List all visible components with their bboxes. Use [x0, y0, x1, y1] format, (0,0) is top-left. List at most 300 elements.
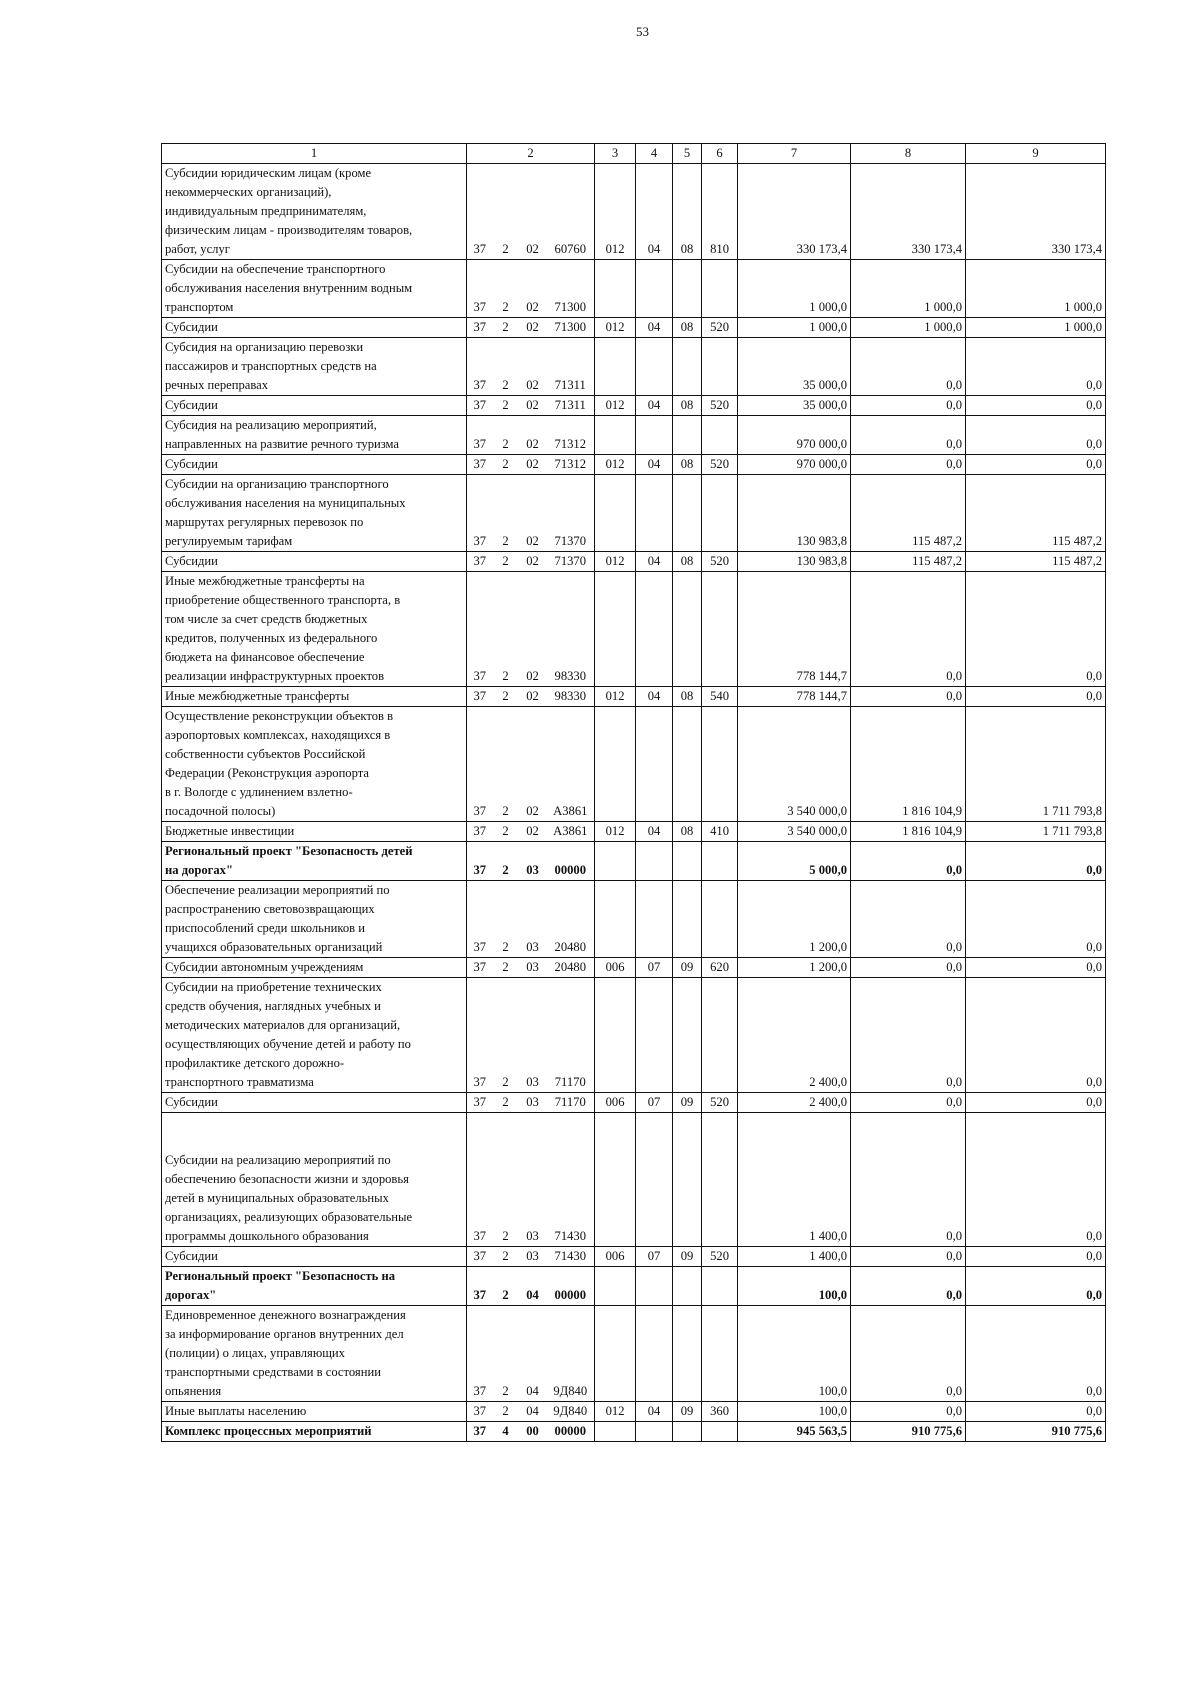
- amount-col-7: 130 983,8: [738, 552, 851, 572]
- expense-type-code: 520: [702, 455, 738, 475]
- section-code: 07: [636, 958, 673, 978]
- table-row: [162, 1267, 1106, 1306]
- direction-code: 71311: [547, 338, 595, 396]
- amount-col-7: 5 000,0: [738, 842, 851, 881]
- program-code: 37: [467, 707, 493, 822]
- project-code: 03: [519, 978, 547, 1093]
- subsection-code: [673, 1113, 702, 1247]
- row-label: Субсидия на реализацию мероприятий, направленных на развитие речного туризма: [162, 416, 467, 455]
- expense-type-code: 620: [702, 958, 738, 978]
- amount-col-9: 0,0: [966, 687, 1106, 707]
- amount-col-8: 1 000,0: [851, 260, 966, 318]
- subprogram-code: 2: [493, 881, 519, 958]
- amount-col-9: 910 775,6: [966, 1422, 1106, 1442]
- row-label: Субсидии: [162, 455, 467, 475]
- subsection-code: [673, 475, 702, 552]
- section-code: 04: [636, 1402, 673, 1422]
- program-code: 37: [467, 881, 493, 958]
- amount-col-7: 3 540 000,0: [738, 707, 851, 822]
- amount-col-9: 1 000,0: [966, 318, 1106, 338]
- subsection-code: [673, 338, 702, 396]
- expense-type-code: 520: [702, 1093, 738, 1113]
- expense-type-code: [702, 978, 738, 1093]
- expense-type-code: [702, 1267, 738, 1306]
- table-row: [162, 338, 1106, 396]
- amount-col-8: 0,0: [851, 1247, 966, 1267]
- expense-type-code: 360: [702, 1402, 738, 1422]
- amount-col-7: 2 400,0: [738, 1093, 851, 1113]
- amount-col-9: 0,0: [966, 572, 1106, 687]
- ministry-code: [595, 1422, 636, 1442]
- section-code: [636, 1306, 673, 1402]
- direction-code: 98330: [547, 687, 595, 707]
- ministry-code: 012: [595, 1402, 636, 1422]
- amount-col-9: 0,0: [966, 842, 1106, 881]
- table-row: [162, 958, 1106, 978]
- subprogram-code: 2: [493, 1113, 519, 1247]
- section-code: 07: [636, 1093, 673, 1113]
- section-code: 04: [636, 455, 673, 475]
- amount-col-8: 0,0: [851, 1306, 966, 1402]
- page-number: 53: [636, 24, 649, 39]
- ministry-code: [595, 707, 636, 822]
- subsection-code: 09: [673, 1247, 702, 1267]
- table-row: [162, 1113, 1106, 1247]
- project-code: 03: [519, 1093, 547, 1113]
- row-label: Обеспечение реализации мероприятий по распространению световозвращающих приспособлений среди школьников и учащихся образовательных организаций: [162, 881, 467, 958]
- direction-code: 60760: [547, 164, 595, 260]
- row-label: Субсидии: [162, 318, 467, 338]
- header-col-8: 8: [851, 144, 966, 164]
- amount-col-9: 0,0: [966, 338, 1106, 396]
- amount-col-9: 0,0: [966, 1267, 1106, 1306]
- section-code: 04: [636, 164, 673, 260]
- table-body: [162, 164, 1106, 1442]
- direction-code: 71312: [547, 416, 595, 455]
- project-code: 02: [519, 260, 547, 318]
- row-label: Региональный проект "Безопасность на дорогах": [162, 1267, 467, 1306]
- amount-col-9: 0,0: [966, 1113, 1106, 1247]
- table-row: [162, 552, 1106, 572]
- ministry-code: 012: [595, 822, 636, 842]
- table-row: [162, 687, 1106, 707]
- program-code: 37: [467, 475, 493, 552]
- section-code: [636, 707, 673, 822]
- amount-col-8: 0,0: [851, 396, 966, 416]
- expense-type-code: [702, 338, 738, 396]
- program-code: 37: [467, 455, 493, 475]
- subprogram-code: 2: [493, 1402, 519, 1422]
- project-code: 02: [519, 475, 547, 552]
- amount-col-7: 970 000,0: [738, 416, 851, 455]
- section-code: 04: [636, 552, 673, 572]
- table-row: [162, 822, 1106, 842]
- section-code: [636, 881, 673, 958]
- section-code: 04: [636, 822, 673, 842]
- amount-col-9: 1 711 793,8: [966, 822, 1106, 842]
- subprogram-code: 2: [493, 164, 519, 260]
- program-code: 37: [467, 260, 493, 318]
- section-code: [636, 1422, 673, 1442]
- subsection-code: [673, 1267, 702, 1306]
- amount-col-8: 910 775,6: [851, 1422, 966, 1442]
- project-code: 02: [519, 338, 547, 396]
- direction-code: 71170: [547, 978, 595, 1093]
- amount-col-9: 0,0: [966, 396, 1106, 416]
- ministry-code: [595, 1113, 636, 1247]
- table-row: [162, 1402, 1106, 1422]
- amount-col-7: 945 563,5: [738, 1422, 851, 1442]
- amount-col-7: 1 200,0: [738, 881, 851, 958]
- section-code: [636, 842, 673, 881]
- row-label: Осуществление реконструкции объектов в аэропортовых комплексах, находящихся в собственности субъектов Российской Федерации (Реконструкция аэропорта в г. Вологде с удлинением взлетно- посадочной полосы): [162, 707, 467, 822]
- subsection-code: [673, 416, 702, 455]
- ministry-code: [595, 1306, 636, 1402]
- header-col-1: 1: [162, 144, 467, 164]
- section-code: [636, 416, 673, 455]
- amount-col-8: 330 173,4: [851, 164, 966, 260]
- expense-type-code: [702, 1306, 738, 1402]
- row-label: Бюджетные инвестиции: [162, 822, 467, 842]
- ministry-code: [595, 475, 636, 552]
- table-row: [162, 1093, 1106, 1113]
- amount-col-7: 100,0: [738, 1306, 851, 1402]
- table-row: [162, 260, 1106, 318]
- subprogram-code: 2: [493, 416, 519, 455]
- direction-code: 71312: [547, 455, 595, 475]
- project-code: 03: [519, 1247, 547, 1267]
- amount-col-9: 1 711 793,8: [966, 707, 1106, 822]
- amount-col-8: 0,0: [851, 1113, 966, 1247]
- program-code: 37: [467, 1247, 493, 1267]
- expense-type-code: [702, 416, 738, 455]
- subsection-code: 08: [673, 822, 702, 842]
- header-col-2: 2: [467, 144, 595, 164]
- project-code: 03: [519, 958, 547, 978]
- budget-table: [161, 143, 1106, 1442]
- program-code: 37: [467, 958, 493, 978]
- amount-col-9: 0,0: [966, 416, 1106, 455]
- amount-col-7: 1 400,0: [738, 1113, 851, 1247]
- direction-code: 71370: [547, 475, 595, 552]
- header-col-5: 5: [673, 144, 702, 164]
- amount-col-7: 3 540 000,0: [738, 822, 851, 842]
- program-code: 37: [467, 842, 493, 881]
- project-code: 02: [519, 552, 547, 572]
- direction-code: 20480: [547, 881, 595, 958]
- amount-col-7: 100,0: [738, 1267, 851, 1306]
- expense-type-code: [702, 881, 738, 958]
- row-label: Иные выплаты населению: [162, 1402, 467, 1422]
- subprogram-code: 2: [493, 1093, 519, 1113]
- subprogram-code: 2: [493, 572, 519, 687]
- direction-code: 98330: [547, 572, 595, 687]
- section-code: [636, 260, 673, 318]
- program-code: 37: [467, 1113, 493, 1247]
- program-code: 37: [467, 164, 493, 260]
- amount-col-7: 2 400,0: [738, 978, 851, 1093]
- subprogram-code: 2: [493, 455, 519, 475]
- header-col-6: 6: [702, 144, 738, 164]
- subsection-code: [673, 572, 702, 687]
- program-code: 37: [467, 1267, 493, 1306]
- table-row: [162, 572, 1106, 687]
- header-col-7: 7: [738, 144, 851, 164]
- project-code: 02: [519, 822, 547, 842]
- expense-type-code: 540: [702, 687, 738, 707]
- amount-col-7: 130 983,8: [738, 475, 851, 552]
- section-code: [636, 1267, 673, 1306]
- direction-code: А3861: [547, 707, 595, 822]
- expense-type-code: 520: [702, 396, 738, 416]
- amount-col-9: 0,0: [966, 958, 1106, 978]
- amount-col-7: 1 200,0: [738, 958, 851, 978]
- row-label: Субсидии юридическим лицам (кроме некоммерческих организаций), индивидуальным предпринимателям, физическим лицам - производителям товаров, работ, услуг: [162, 164, 467, 260]
- subprogram-code: 2: [493, 475, 519, 552]
- subsection-code: [673, 881, 702, 958]
- amount-col-8: 1 816 104,9: [851, 822, 966, 842]
- ministry-code: 012: [595, 318, 636, 338]
- table-row: [162, 842, 1106, 881]
- direction-code: 00000: [547, 842, 595, 881]
- subsection-code: [673, 260, 702, 318]
- program-code: 37: [467, 552, 493, 572]
- amount-col-9: 0,0: [966, 978, 1106, 1093]
- table-row: [162, 1306, 1106, 1402]
- table-row: [162, 1422, 1106, 1442]
- row-label: Субсидия на организацию перевозки пассажиров и транспортных средств на речных переправах: [162, 338, 467, 396]
- amount-col-8: 0,0: [851, 687, 966, 707]
- subprogram-code: 2: [493, 318, 519, 338]
- amount-col-9: 0,0: [966, 455, 1106, 475]
- subsection-code: [673, 1422, 702, 1442]
- subprogram-code: 2: [493, 978, 519, 1093]
- direction-code: 71430: [547, 1113, 595, 1247]
- direction-code: 71370: [547, 552, 595, 572]
- expense-type-code: 520: [702, 1247, 738, 1267]
- direction-code: 71430: [547, 1247, 595, 1267]
- subsection-code: 08: [673, 396, 702, 416]
- subsection-code: 08: [673, 687, 702, 707]
- direction-code: 20480: [547, 958, 595, 978]
- expense-type-code: [702, 260, 738, 318]
- table-row: [162, 1247, 1106, 1267]
- amount-col-8: 0,0: [851, 572, 966, 687]
- amount-col-9: 330 173,4: [966, 164, 1106, 260]
- ministry-code: 006: [595, 1093, 636, 1113]
- amount-col-7: 100,0: [738, 1402, 851, 1422]
- amount-col-8: 0,0: [851, 1267, 966, 1306]
- program-code: 37: [467, 687, 493, 707]
- subprogram-code: 2: [493, 396, 519, 416]
- ministry-code: 006: [595, 958, 636, 978]
- section-code: [636, 475, 673, 552]
- ministry-code: [595, 260, 636, 318]
- row-label: Субсидии на приобретение технических средств обучения, наглядных учебных и методических материалов для организаций, осуществляющих обучение детей и работу по профилактике детского дорожно- транспортного травматизма: [162, 978, 467, 1093]
- direction-code: 71170: [547, 1093, 595, 1113]
- project-code: 04: [519, 1267, 547, 1306]
- amount-col-7: 35 000,0: [738, 338, 851, 396]
- expense-type-code: [702, 707, 738, 822]
- header-col-4: 4: [636, 144, 673, 164]
- row-label: Субсидии: [162, 552, 467, 572]
- ministry-code: [595, 416, 636, 455]
- ministry-code: 012: [595, 552, 636, 572]
- project-code: 02: [519, 396, 547, 416]
- subsection-code: [673, 842, 702, 881]
- amount-col-7: 1 400,0: [738, 1247, 851, 1267]
- subsection-code: [673, 707, 702, 822]
- program-code: 37: [467, 978, 493, 1093]
- expense-type-code: [702, 1113, 738, 1247]
- amount-col-8: 0,0: [851, 416, 966, 455]
- amount-col-8: 115 487,2: [851, 552, 966, 572]
- program-code: 37: [467, 1422, 493, 1442]
- direction-code: 9Д840: [547, 1402, 595, 1422]
- program-code: 37: [467, 822, 493, 842]
- program-code: 37: [467, 318, 493, 338]
- subprogram-code: 2: [493, 1267, 519, 1306]
- subsection-code: 08: [673, 552, 702, 572]
- amount-col-9: 0,0: [966, 1093, 1106, 1113]
- program-code: 37: [467, 572, 493, 687]
- subprogram-code: 2: [493, 1247, 519, 1267]
- program-code: 37: [467, 396, 493, 416]
- ministry-code: [595, 842, 636, 881]
- ministry-code: [595, 978, 636, 1093]
- row-label: Субсидии на реализацию мероприятий по обеспечению безопасности жизни и здоровья детей в муниципальных образовательных организациях, реализующих образовательные программы дошкольного образования: [162, 1113, 467, 1247]
- expense-type-code: [702, 572, 738, 687]
- direction-code: 71300: [547, 260, 595, 318]
- ministry-code: [595, 1267, 636, 1306]
- header-col-9: 9: [966, 144, 1106, 164]
- subprogram-code: 2: [493, 842, 519, 881]
- program-code: 37: [467, 416, 493, 455]
- project-code: 02: [519, 416, 547, 455]
- subprogram-code: 2: [493, 822, 519, 842]
- expense-type-code: [702, 842, 738, 881]
- expense-type-code: 520: [702, 318, 738, 338]
- subprogram-code: 2: [493, 958, 519, 978]
- subprogram-code: 4: [493, 1422, 519, 1442]
- expense-type-code: 520: [702, 552, 738, 572]
- subsection-code: 09: [673, 1093, 702, 1113]
- project-code: 02: [519, 318, 547, 338]
- project-code: 02: [519, 572, 547, 687]
- amount-col-7: 35 000,0: [738, 396, 851, 416]
- amount-col-8: 0,0: [851, 338, 966, 396]
- expense-type-code: 410: [702, 822, 738, 842]
- subprogram-code: 2: [493, 687, 519, 707]
- header-row: [162, 144, 1106, 164]
- amount-col-9: 0,0: [966, 1306, 1106, 1402]
- section-code: 04: [636, 687, 673, 707]
- row-label: Субсидии: [162, 1247, 467, 1267]
- ministry-code: 012: [595, 455, 636, 475]
- section-code: [636, 338, 673, 396]
- amount-col-8: 0,0: [851, 455, 966, 475]
- program-code: 37: [467, 338, 493, 396]
- subsection-code: [673, 978, 702, 1093]
- table-row: [162, 455, 1106, 475]
- ministry-code: [595, 881, 636, 958]
- subprogram-code: 2: [493, 707, 519, 822]
- amount-col-7: 778 144,7: [738, 572, 851, 687]
- direction-code: 9Д840: [547, 1306, 595, 1402]
- amount-col-8: 115 487,2: [851, 475, 966, 552]
- direction-code: 71300: [547, 318, 595, 338]
- row-label: Субсидии автономным учреждениям: [162, 958, 467, 978]
- row-label: Комплекс процессных мероприятий: [162, 1422, 467, 1442]
- amount-col-9: 0,0: [966, 881, 1106, 958]
- program-code: 37: [467, 1093, 493, 1113]
- direction-code: А3861: [547, 822, 595, 842]
- amount-col-8: 1 000,0: [851, 318, 966, 338]
- amount-col-7: 778 144,7: [738, 687, 851, 707]
- amount-col-9: 0,0: [966, 1402, 1106, 1422]
- amount-col-7: 1 000,0: [738, 260, 851, 318]
- section-code: 07: [636, 1247, 673, 1267]
- section-code: [636, 1113, 673, 1247]
- table-row: [162, 978, 1106, 1093]
- table-row: [162, 881, 1106, 958]
- row-label: Иные межбюджетные трансферты: [162, 687, 467, 707]
- program-code: 37: [467, 1306, 493, 1402]
- row-label: Иные межбюджетные трансферты на приобретение общественного транспорта, в том числе за счет средств бюджетных кредитов, полученных из федерального бюджета на финансовое обеспечение реализации инфраструктурных проектов: [162, 572, 467, 687]
- table-row: [162, 416, 1106, 455]
- table-row: [162, 475, 1106, 552]
- subsection-code: 08: [673, 164, 702, 260]
- amount-col-8: 1 816 104,9: [851, 707, 966, 822]
- section-code: [636, 978, 673, 1093]
- direction-code: 71311: [547, 396, 595, 416]
- direction-code: 00000: [547, 1422, 595, 1442]
- expense-type-code: [702, 1422, 738, 1442]
- table-row: [162, 707, 1106, 822]
- expense-type-code: 810: [702, 164, 738, 260]
- subprogram-code: 2: [493, 338, 519, 396]
- amount-col-9: 0,0: [966, 1247, 1106, 1267]
- section-code: 04: [636, 396, 673, 416]
- ministry-code: 012: [595, 164, 636, 260]
- ministry-code: [595, 572, 636, 687]
- ministry-code: 012: [595, 687, 636, 707]
- row-label: Субсидии на обеспечение транспортного обслуживания населения внутренним водным транспортом: [162, 260, 467, 318]
- table-row: [162, 396, 1106, 416]
- project-code: 04: [519, 1402, 547, 1422]
- project-code: 03: [519, 1113, 547, 1247]
- amount-col-7: 330 173,4: [738, 164, 851, 260]
- amount-col-8: 0,0: [851, 1402, 966, 1422]
- amount-col-8: 0,0: [851, 978, 966, 1093]
- subsection-code: 09: [673, 958, 702, 978]
- row-label: Субсидии на организацию транспортного обслуживания населения на муниципальных маршрутах регулярных перевозок по регулируемым тарифам: [162, 475, 467, 552]
- row-label: Субсидии: [162, 396, 467, 416]
- amount-col-8: 0,0: [851, 881, 966, 958]
- row-label: Региональный проект "Безопасность детей на дорогах": [162, 842, 467, 881]
- project-code: 02: [519, 707, 547, 822]
- ministry-code: 006: [595, 1247, 636, 1267]
- subprogram-code: 2: [493, 260, 519, 318]
- row-label: Субсидии: [162, 1093, 467, 1113]
- subsection-code: 09: [673, 1402, 702, 1422]
- project-code: 03: [519, 881, 547, 958]
- section-code: 04: [636, 318, 673, 338]
- subsection-code: 08: [673, 318, 702, 338]
- project-code: 00: [519, 1422, 547, 1442]
- project-code: 03: [519, 842, 547, 881]
- project-code: 02: [519, 455, 547, 475]
